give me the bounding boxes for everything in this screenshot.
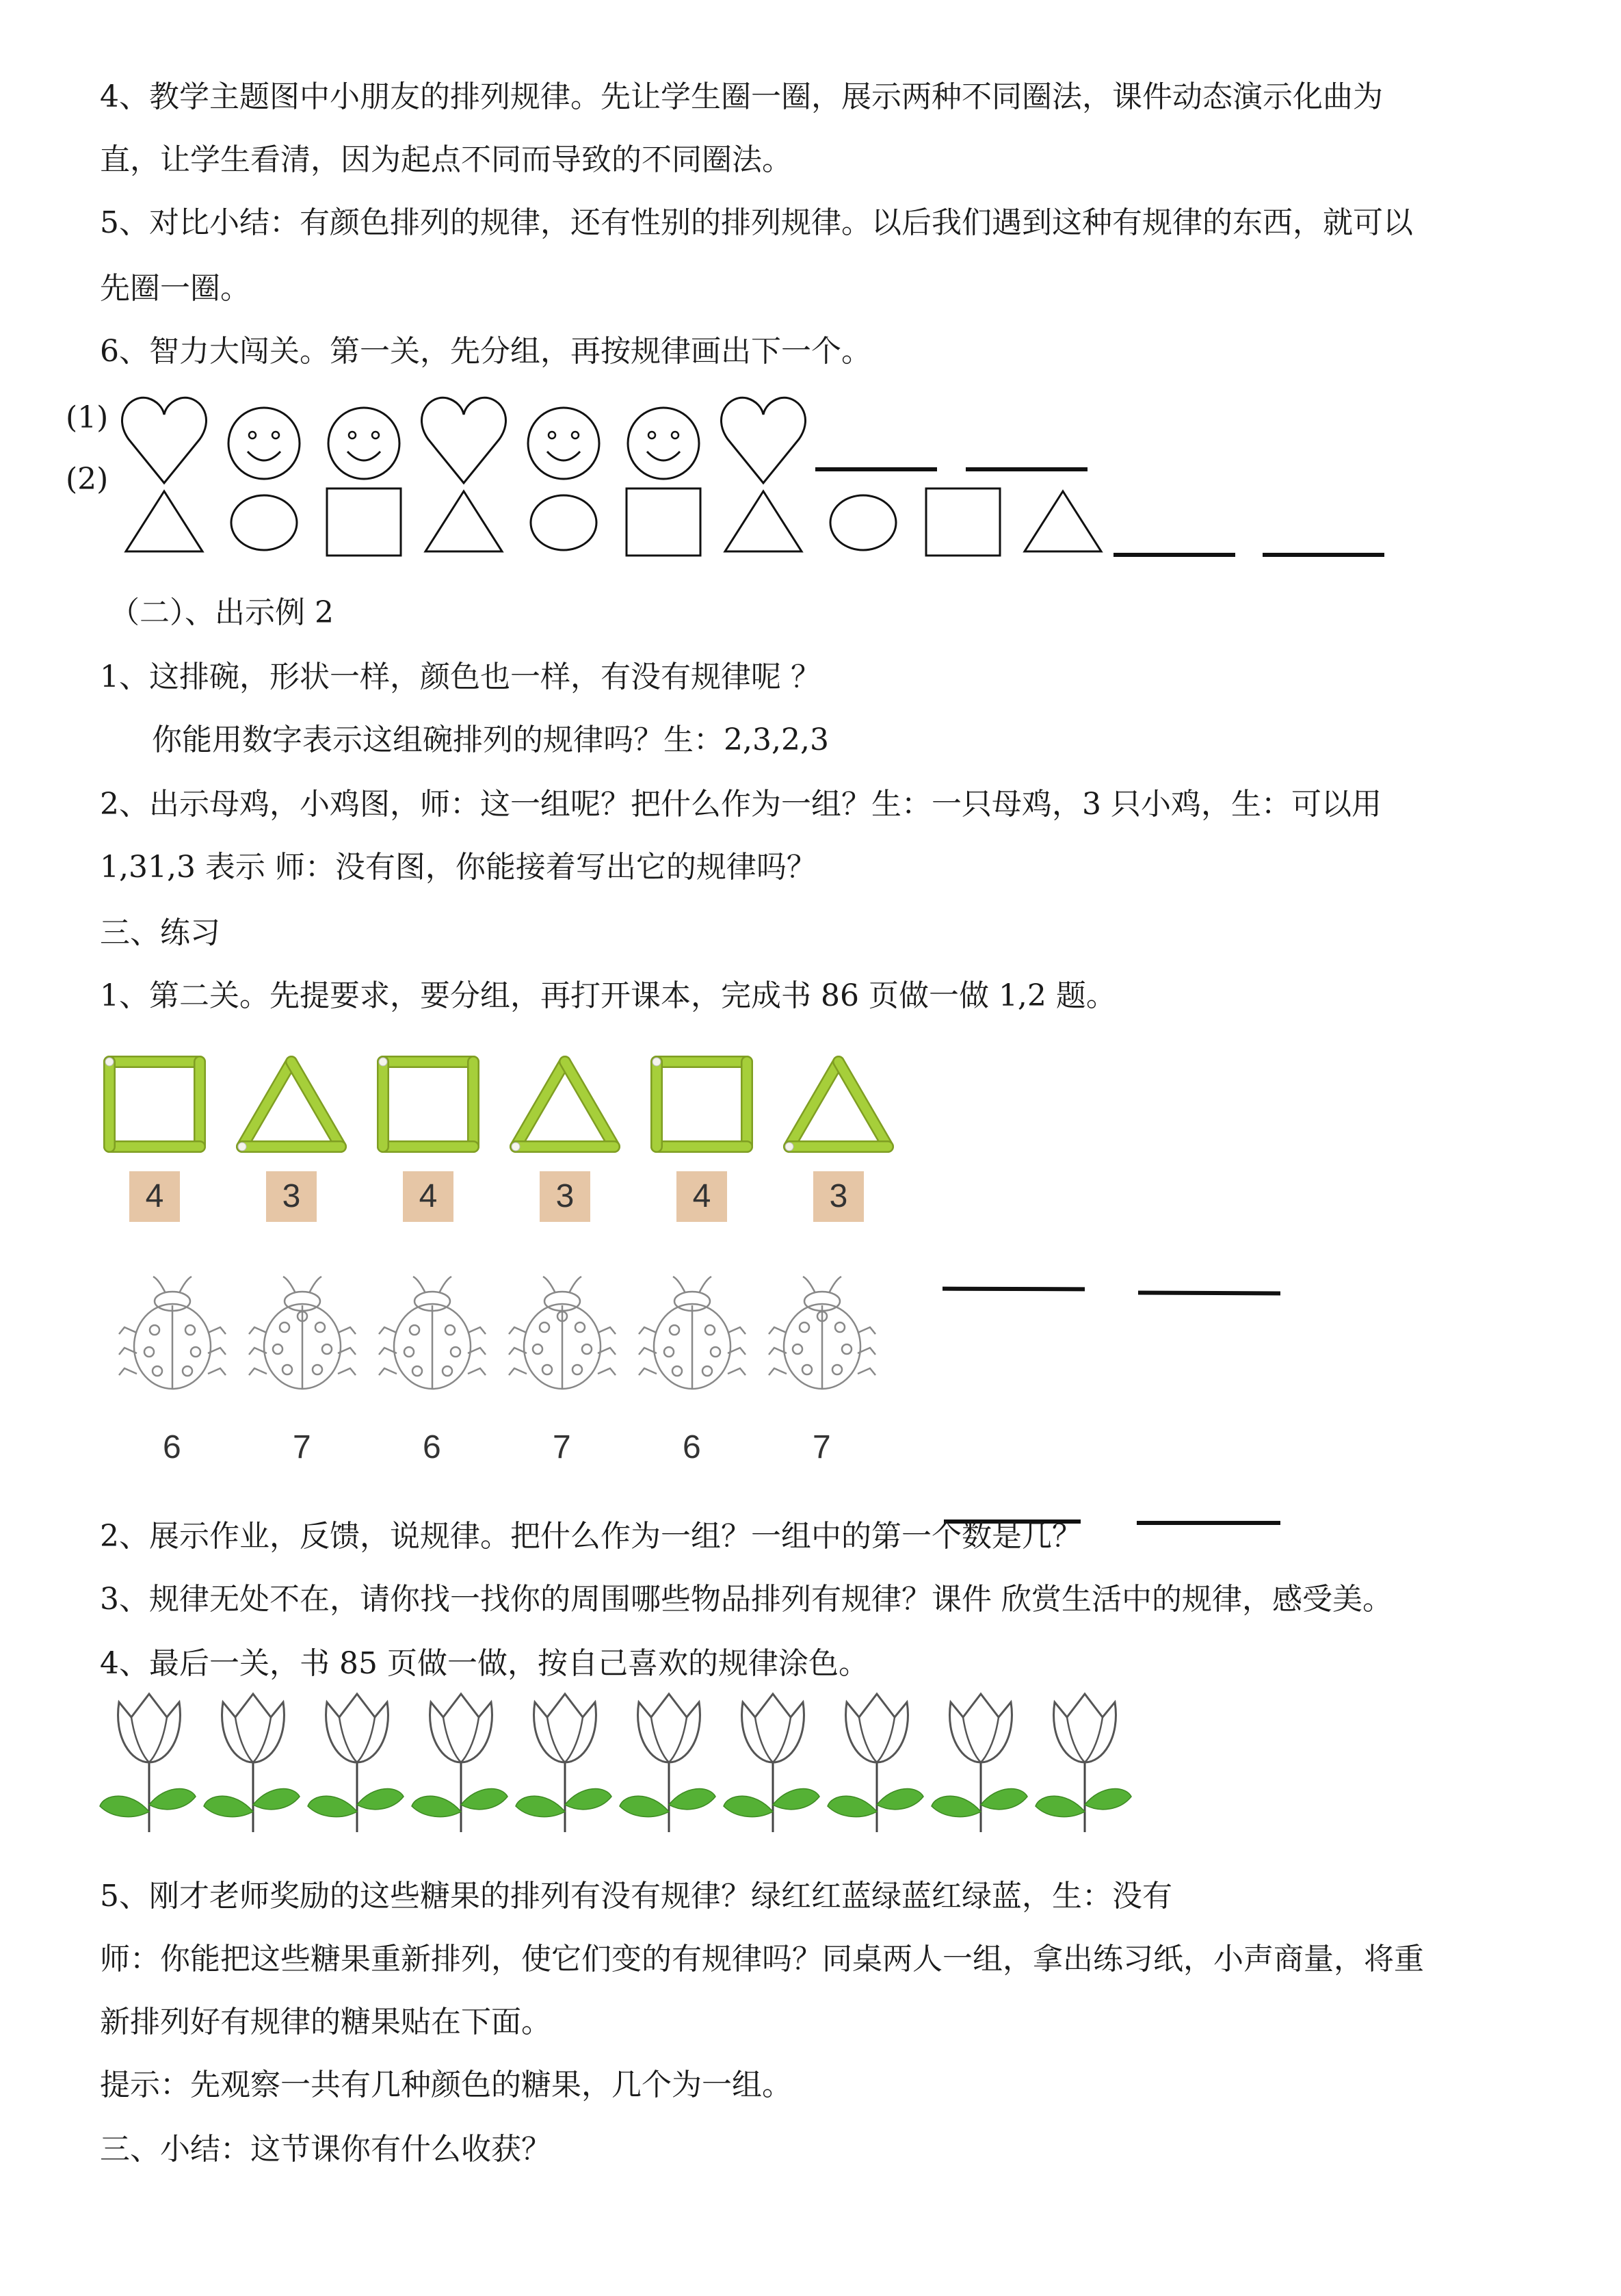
tulip-icon[interactable] [932, 1694, 1027, 1832]
answer-blank-3a[interactable] [943, 1287, 1085, 1292]
tulip-icon[interactable] [100, 1694, 196, 1832]
stick-square-shape [105, 1058, 204, 1151]
tulip-icon[interactable] [828, 1694, 923, 1832]
square-shape [327, 488, 401, 556]
triangle-shape [1025, 491, 1101, 551]
triangle-shape [725, 491, 802, 551]
tulip-icon[interactable] [204, 1694, 300, 1832]
text-line-18: 新排列好有规律的糖果贴在下面。 [100, 2005, 551, 2039]
stick-triangle-shape [512, 1058, 618, 1151]
ladybug-icon [509, 1277, 616, 1389]
answer-blank-4b[interactable] [1137, 1521, 1280, 1525]
ladybug-icon [769, 1277, 875, 1389]
ladybug-icon [639, 1277, 746, 1389]
ladybug-icon [249, 1277, 356, 1389]
text-line-17: 师：你能把这些糖果重新排列，使它们变的有规律吗？同桌两人一组，拿出练习纸，小声商量，将重 [100, 1942, 1424, 1977]
stick-square-shape [379, 1058, 477, 1151]
answer-blank-2a[interactable] [1113, 553, 1235, 557]
answer-blank-2b[interactable] [1263, 553, 1384, 557]
text-line-1: 4、教学主题图中小朋友的排列规律。先让学生圈一圈，展示两种不同圈法，课件动态演示化曲为 [100, 79, 1383, 114]
pattern-label-1: (1) [66, 400, 109, 435]
ladybug-icon [379, 1277, 486, 1389]
ladybug-spot-count: 6 [163, 1429, 181, 1465]
triangle-shape [425, 491, 502, 551]
tulip-icon[interactable] [1036, 1694, 1131, 1832]
tulip-icon[interactable] [724, 1694, 819, 1832]
circle-shape [231, 495, 297, 550]
pattern-label-2: (2) [66, 462, 109, 497]
stick-triangle-shape [785, 1058, 892, 1151]
text-line-12: 1、第二关。先提要求，要分组，再打开课本，完成书 86 页做一做 1,2 题。 [100, 978, 1116, 1013]
text-line-11: 三、练习 [100, 915, 220, 950]
stick-count-badge: 3 [813, 1171, 864, 1222]
ladybug-spot-count: 7 [553, 1429, 571, 1465]
stick-count-badge: 3 [540, 1171, 590, 1222]
stick-count-badge: 4 [676, 1171, 727, 1222]
text-line-15: 4、最后一关，书 85 页做一做，按自己喜欢的规律涂色。 [100, 1646, 869, 1681]
stick-count-badge: 4 [403, 1171, 453, 1222]
heart-icon [122, 397, 207, 483]
text-line-16: 5、刚才老师奖励的这些糖果的排列有没有规律？绿红红蓝绿蓝红绿蓝，生：没有 [100, 1879, 1172, 1914]
text-line-14: 3、规律无处不在，请你找一找你的周围哪些物品排列有规律？课件 欣赏生活中的规律，感受美。 [100, 1582, 1393, 1617]
answer-blank-1a[interactable] [815, 467, 937, 471]
text-line-10: 1,31,3 表示 师：没有图，你能接着写出它的规律吗？ [100, 850, 817, 885]
heart-icon [722, 397, 806, 483]
stick-triangle-shape [238, 1058, 345, 1151]
text-line-20: 三、小结：这节课你有什么收获？ [100, 2132, 551, 2167]
triangle-shape [126, 491, 202, 551]
ladybug-icon [119, 1277, 226, 1389]
text-line-5: 6、智力大闯关。第一关，先分组，再按规律画出下一个。 [100, 334, 871, 369]
tulip-icon[interactable] [516, 1694, 611, 1832]
text-line-8: 你能用数字表示这组碗排列的规律吗？生：2,3,2,3 [152, 722, 829, 757]
square-shape [627, 488, 700, 556]
answer-blank-3b[interactable] [1138, 1290, 1280, 1295]
text-line-19: 提示：先观察一共有几种颜色的糖果，几个为一组。 [100, 2067, 792, 2102]
ladybug-spot-count: 6 [683, 1429, 701, 1465]
smiley-icon [528, 408, 599, 479]
text-line-7: 1、这排碗，形状一样，颜色也一样，有没有规律呢 ？ [100, 660, 821, 694]
tulip-icon[interactable] [308, 1694, 404, 1832]
stick-count-badge: 4 [129, 1171, 180, 1222]
circle-shape [830, 495, 896, 550]
stick-square-shape [653, 1058, 751, 1151]
smiley-icon [228, 408, 300, 479]
text-line-2: 直，让学生看清，因为起点不同而导致的不同圈法。 [100, 142, 792, 177]
answer-blank-1b[interactable] [966, 467, 1088, 471]
ladybug-spot-count: 7 [293, 1429, 311, 1465]
circle-shape [531, 495, 596, 550]
tulip-icon[interactable] [412, 1694, 508, 1832]
stick-count-badge: 3 [266, 1171, 317, 1222]
text-line-4: 先圈一圈。 [100, 271, 250, 306]
smiley-icon [328, 408, 399, 479]
text-line-6: （二）、出示例 2 [109, 595, 334, 630]
text-line-13: 2、展示作业，反馈，说规律。把什么作为一组？一组中的第一个数是几？ [100, 1519, 1082, 1554]
ladybug-spot-count: 7 [813, 1429, 831, 1465]
text-line-9: 2、出示母鸡，小鸡图，师：这一组呢？把什么作为一组？生：一只母鸡，3 只小鸡，生：可以用 [100, 787, 1382, 822]
tulip-icon[interactable] [620, 1694, 715, 1832]
smiley-icon [628, 408, 699, 479]
ladybug-spot-count: 6 [423, 1429, 441, 1465]
heart-icon [422, 397, 506, 483]
text-line-3: 5、对比小结：有颜色排列的规律，还有性别的排列规律。以后我们遇到这种有规律的东西，就可以 [100, 205, 1413, 240]
square-shape [926, 488, 1000, 556]
